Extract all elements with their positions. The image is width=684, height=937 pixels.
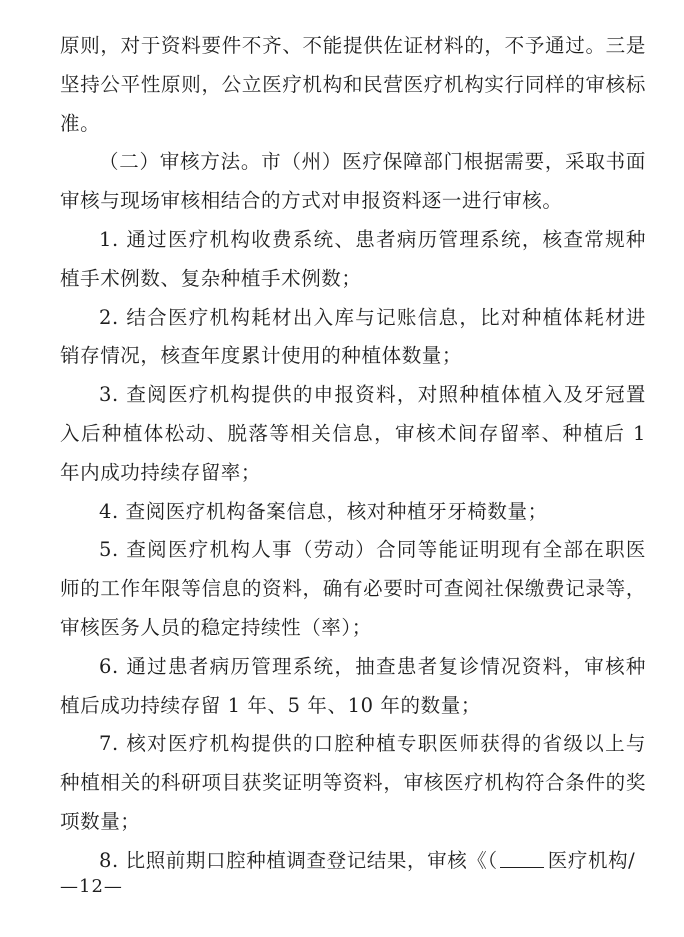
paragraph-item-5: 5. 查阅医疗机构人事（劳动）合同等能证明现有全部在职医师的工作年限等信息的资料，确有必要时可查阅社保缴费记录等，审核医务人员的稳定持续性（率）； [60, 538, 646, 639]
item-8-text-after-blank: 医疗机构/ [547, 848, 636, 872]
paragraph-item-4: 4. 查阅医疗机构备案信息，核对种植牙牙椅数量； [99, 499, 548, 523]
item-8-text-before-blank: 8. 比照前期口腔种植调查登记结果，审核《（ [99, 848, 498, 872]
paragraph-item-1: 1. 通过医疗机构收费系统、患者病历管理系统，核查常规种植手术例数、复杂种植手术例数； [60, 227, 646, 290]
paragraph-item-7: 7. 核对医疗机构提供的口腔种植专职医师获得的省级以上与种植相关的科研项目获奖证明等资料，审核医疗机构符合条件的奖项数量； [60, 732, 646, 833]
paragraph-review-method: （二）审核方法。市（州）医疗保障部门根据需要，采取书面审核与现场审核相结合的方式对申报资料逐一进行审核。 [60, 150, 646, 213]
paragraph-item-3: 3. 查阅医疗机构提供的申报资料，对照种植体植入及牙冠置入后种植体松动、脱落等相关信息，审核术间存留率、种植后 1 年内成功持续存留率； [60, 383, 646, 484]
paragraph-principles: 原则，对于资料要件不齐、不能提供佐证材料的，不予通过。三是坚持公平性原则，公立医疗机构和民营医疗机构实行同样的审核标准。 [60, 34, 646, 135]
paragraph-item-8 [60, 842, 646, 881]
paragraph-item-2: 2. 结合医疗机构耗材出入库与记账信息，比对种植体耗材进销存情况，核查年度累计使用的种植体数量； [60, 305, 646, 368]
paragraph-item-6: 6. 通过患者病历管理系统，抽查患者复诊情况资料，审核种植后成功持续存留 1 年、5 年、10 年的数量； [60, 654, 646, 717]
page-number: —12— [60, 876, 123, 897]
fill-in-blank-line [500, 849, 544, 868]
